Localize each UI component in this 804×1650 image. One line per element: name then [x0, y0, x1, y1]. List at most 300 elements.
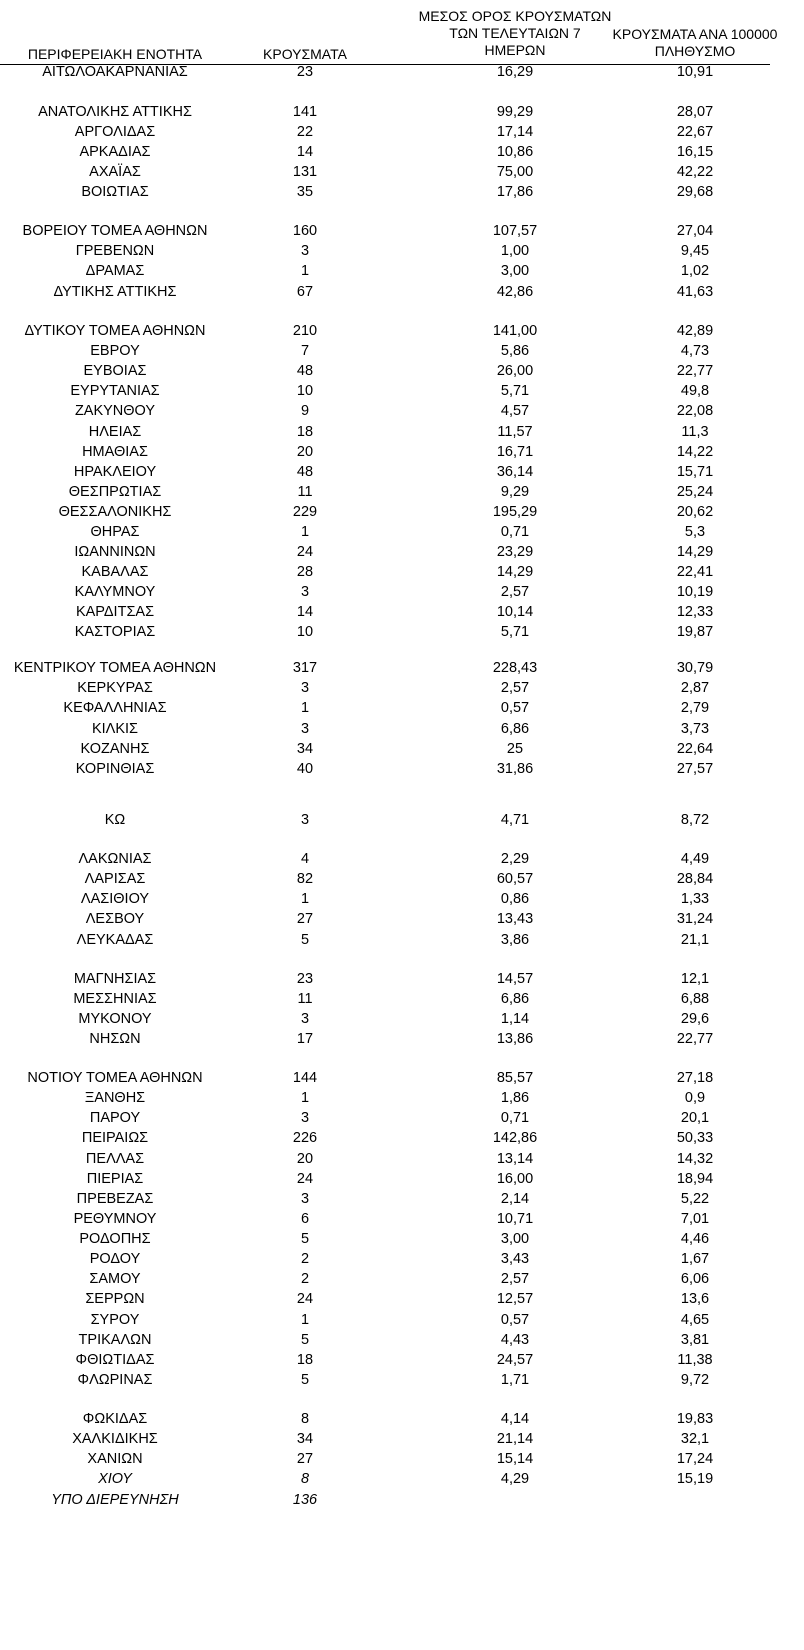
cases-cell: 3: [300, 680, 310, 696]
cases-cell: 3: [300, 1110, 310, 1126]
table-row: [0, 282, 804, 302]
table-row: [0, 869, 804, 889]
region-cell: ΑΡΓΟΛΙΔΑΣ: [74, 124, 156, 140]
region-cell: ΜΑΓΝΗΣΙΑΣ: [73, 971, 157, 987]
per100k-cell: 28,07: [676, 104, 714, 120]
region-cell: ΚΕΡΚΥΡΑΣ: [77, 680, 153, 696]
table-row: [0, 739, 804, 759]
region-cell: ΛΑΡΙΣΑΣ: [84, 871, 146, 887]
header-avg7-line1: ΜΕΣΟΣ ΟΡΟΣ ΚΡΟΥΣΜΑΤΩΝ: [418, 8, 612, 24]
avg7-cell: 16,29: [496, 64, 534, 80]
per100k-cell: 22,08: [676, 403, 714, 419]
cases-cell: 28: [296, 564, 314, 580]
table-row: [0, 1229, 804, 1249]
per100k-cell: 14,29: [676, 544, 714, 560]
cases-cell: 20: [296, 444, 314, 460]
avg7-cell: 0,57: [500, 1312, 530, 1328]
region-cell: ΑΡΚΑΔΙΑΣ: [79, 144, 151, 160]
region-cell: ΠΕΛΛΑΣ: [85, 1151, 145, 1167]
table-row: [0, 1409, 804, 1429]
region-cell: ΞΑΝΘΗΣ: [84, 1090, 146, 1106]
header-cases: ΚΡΟΥΣΜΑΤΑ: [263, 46, 347, 62]
region-cell: ΠΕΙΡΑΙΩΣ: [81, 1130, 149, 1146]
cases-cell: 24: [296, 1171, 314, 1187]
avg7-cell: 60,57: [496, 871, 534, 887]
cases-cell: 17: [296, 1031, 314, 1047]
table-row: [0, 582, 804, 602]
region-cell: ΤΡΙΚΑΛΩΝ: [78, 1332, 152, 1348]
avg7-cell: 42,86: [496, 284, 534, 300]
table-row: [0, 162, 804, 182]
cases-cell: 1: [300, 891, 310, 907]
region-cell: ΚΟΡΙΝΘΙΑΣ: [75, 761, 155, 777]
avg7-cell: 228,43: [492, 660, 538, 676]
cases-cell: 11: [297, 484, 313, 500]
per100k-cell: 27,04: [676, 223, 714, 239]
table-row: [0, 698, 804, 718]
per100k-cell: 17,24: [676, 1451, 714, 1467]
table-row: [0, 261, 804, 281]
avg7-cell: 17,14: [496, 124, 534, 140]
table-row: [0, 341, 804, 361]
cases-cell: 48: [296, 363, 314, 379]
avg7-cell: 14,57: [496, 971, 534, 987]
table-row: [0, 321, 804, 341]
cases-cell: 11: [297, 991, 313, 1007]
per100k-cell: 49,8: [680, 383, 710, 399]
region-cell: ΚΙΛΚΙΣ: [91, 721, 139, 737]
cases-cell: 8: [300, 1411, 310, 1427]
avg7-cell: 36,14: [496, 464, 534, 480]
avg7-cell: 21,14: [496, 1431, 534, 1447]
region-cell: ΙΩΑΝΝΙΝΩΝ: [74, 544, 156, 560]
region-cell: ΡΟΔΟΥ: [89, 1251, 141, 1267]
region-cell: ΚΕΝΤΡΙΚΟΥ ΤΟΜΕΑ ΑΘΗΝΩΝ: [13, 660, 217, 676]
cases-cell: 5: [300, 1372, 310, 1388]
table-row: [0, 502, 804, 522]
region-cell: ΧΑΛΚΙΔΙΚΗΣ: [72, 1431, 158, 1447]
cases-cell: 1: [300, 524, 310, 540]
region-cell: ΕΥΡΥΤΑΝΙΑΣ: [70, 383, 160, 399]
avg7-cell: 13,14: [496, 1151, 534, 1167]
table-row: [0, 889, 804, 909]
region-cell: ΚΟΖΑΝΗΣ: [80, 741, 150, 757]
cases-cell: 8: [300, 1471, 310, 1487]
table-row: [0, 562, 804, 582]
table-row: [0, 1289, 804, 1309]
per100k-cell: 22,77: [676, 1031, 714, 1047]
avg7-cell: 16,00: [496, 1171, 534, 1187]
region-cell: ΜΕΣΣΗΝΙΑΣ: [73, 991, 157, 1007]
per100k-cell: 4,46: [680, 1231, 710, 1247]
cases-cell: 1: [300, 1090, 310, 1106]
avg7-cell: 1,00: [500, 243, 530, 259]
region-cell: ΣΑΜΟΥ: [89, 1271, 141, 1287]
avg7-cell: 15,14: [496, 1451, 534, 1467]
table-row: [0, 989, 804, 1009]
avg7-cell: 107,57: [492, 223, 538, 239]
table-row: [0, 678, 804, 698]
per100k-cell: 9,72: [680, 1372, 710, 1388]
table-row: [0, 1088, 804, 1108]
avg7-cell: 142,86: [492, 1130, 538, 1146]
per100k-cell: 4,65: [680, 1312, 710, 1328]
region-cell: ΚΩ: [104, 812, 126, 828]
table-row: [0, 1449, 804, 1469]
per100k-cell: 13,6: [680, 1291, 710, 1307]
cases-cell: 20: [296, 1151, 314, 1167]
cases-cell: 23: [296, 64, 314, 80]
per100k-cell: 31,24: [676, 911, 714, 927]
table-row: [0, 1108, 804, 1128]
region-cell: ΑΧΑΪΑΣ: [89, 164, 141, 180]
header-avg7-line2: ΤΩΝ ΤΕΛΕΥΤΑΙΩΝ 7: [449, 25, 581, 41]
cases-cell: 160: [292, 223, 318, 239]
cases-cell: 317: [292, 660, 318, 676]
per100k-cell: 8,72: [680, 812, 710, 828]
table-row: [0, 381, 804, 401]
avg7-cell: 23,29: [496, 544, 534, 560]
avg7-cell: 5,71: [500, 624, 530, 640]
header-region: ΠΕΡΙΦΕΡΕΙΑΚΗ ΕΝΟΤΗΤΑ: [27, 46, 203, 62]
per100k-cell: 2,79: [680, 700, 710, 716]
table-row: [0, 1169, 804, 1189]
per100k-cell: 29,68: [676, 184, 714, 200]
region-cell: ΔΥΤΙΚΗΣ ΑΤΤΙΚΗΣ: [53, 284, 177, 300]
table-row: [0, 482, 804, 502]
per100k-cell: 12,1: [680, 971, 710, 987]
cases-cell: 14: [296, 604, 314, 620]
avg7-cell: 5,71: [500, 383, 530, 399]
avg7-cell: 0,71: [500, 1110, 530, 1126]
cases-cell: 4: [300, 851, 310, 867]
cases-cell: 1: [300, 700, 310, 716]
per100k-cell: 3,81: [680, 1332, 710, 1348]
per100k-cell: 11,38: [677, 1352, 713, 1368]
table-row: [0, 62, 804, 82]
cases-cell: 18: [296, 424, 314, 440]
per100k-cell: 11,3: [681, 424, 709, 440]
table-row: [0, 849, 804, 869]
avg7-cell: 1,86: [500, 1090, 530, 1106]
per100k-cell: 20,1: [680, 1110, 710, 1126]
table-row: [0, 719, 804, 739]
cases-cell: 144: [292, 1070, 318, 1086]
table-row: [0, 909, 804, 929]
cases-cell: 5: [300, 932, 310, 948]
region-cell: ΕΒΡΟΥ: [90, 343, 140, 359]
cases-cell: 3: [300, 812, 310, 828]
table-row: [0, 1269, 804, 1289]
cases-cell: 23: [296, 971, 314, 987]
avg7-cell: 4,29: [500, 1471, 530, 1487]
per100k-cell: 10,91: [676, 64, 714, 80]
per100k-cell: 22,64: [676, 741, 714, 757]
avg7-cell: 13,43: [496, 911, 534, 927]
per100k-cell: 28,84: [676, 871, 714, 887]
avg7-cell: 14,29: [496, 564, 534, 580]
per100k-cell: 6,88: [680, 991, 710, 1007]
avg7-cell: 4,14: [500, 1411, 530, 1427]
region-cell: ΝΟΤΙΟΥ ΤΟΜΕΑ ΑΘΗΝΩΝ: [27, 1070, 203, 1086]
region-cell: ΦΘΙΩΤΙΔΑΣ: [75, 1352, 155, 1368]
table-row: [0, 1009, 804, 1029]
avg7-cell: 2,57: [500, 584, 530, 600]
per100k-cell: 22,77: [676, 363, 714, 379]
cases-cell: 3: [300, 584, 310, 600]
region-cell: ΓΡΕΒΕΝΩΝ: [75, 243, 155, 259]
header-per100k-line2: ΠΛΗΘΥΣΜΟ: [654, 43, 736, 59]
per100k-cell: 5,3: [684, 524, 706, 540]
table-row: [0, 241, 804, 261]
avg7-cell: 2,29: [500, 851, 530, 867]
table-row: [0, 122, 804, 142]
cases-cell: 3: [300, 243, 310, 259]
region-cell: ΚΕΦΑΛΛΗΝΙΑΣ: [63, 700, 167, 716]
avg7-cell: 3,43: [500, 1251, 530, 1267]
region-cell: ΡΕΘΥΜΝΟΥ: [73, 1211, 157, 1227]
cases-cell: 5: [300, 1332, 310, 1348]
table-row: [0, 1429, 804, 1449]
avg7-cell: 10,86: [496, 144, 534, 160]
region-cell: ΛΑΣΙΘΙΟΥ: [80, 891, 150, 907]
table-row: [0, 1310, 804, 1330]
per100k-cell: 12,33: [676, 604, 714, 620]
table-row: [0, 102, 804, 122]
avg7-cell: 99,29: [496, 104, 534, 120]
region-cell: ΝΗΣΩΝ: [89, 1031, 141, 1047]
per100k-cell: 18,94: [676, 1171, 714, 1187]
table-row: [0, 658, 804, 678]
cases-cell: 3: [300, 1011, 310, 1027]
avg7-cell: 2,14: [500, 1191, 530, 1207]
table-row: [0, 182, 804, 202]
table-row: [0, 1370, 804, 1390]
table-row: [0, 1068, 804, 1088]
table-row: [0, 142, 804, 162]
avg7-cell: 195,29: [492, 504, 538, 520]
avg7-cell: 25: [506, 741, 524, 757]
region-cell: ΘΕΣΠΡΩΤΙΑΣ: [68, 484, 162, 500]
per100k-cell: 19,83: [676, 1411, 714, 1427]
cases-cell: 27: [296, 911, 314, 927]
cases-cell: 67: [296, 284, 314, 300]
avg7-cell: 3,00: [500, 1231, 530, 1247]
cases-cell: 82: [296, 871, 314, 887]
avg7-cell: 11,57: [497, 424, 533, 440]
table-row: [0, 1189, 804, 1209]
region-cell: ΛΕΣΒΟΥ: [85, 911, 145, 927]
header-per100k-line1: ΚΡΟΥΣΜΑΤΑ ΑΝΑ 100000: [612, 26, 778, 42]
region-cell: ΧΙΟΥ: [98, 1471, 132, 1487]
avg7-cell: 2,57: [500, 1271, 530, 1287]
cases-cell: 9: [300, 403, 310, 419]
per100k-cell: 14,22: [676, 444, 714, 460]
region-cell: ΠΙΕΡΙΑΣ: [86, 1171, 144, 1187]
region-cell: ΒΟΙΩΤΙΑΣ: [81, 184, 149, 200]
per100k-cell: 9,45: [680, 243, 710, 259]
per100k-cell: 25,24: [676, 484, 714, 500]
per100k-cell: 5,22: [680, 1191, 710, 1207]
cases-cell: 1: [300, 263, 310, 279]
avg7-cell: 16,71: [496, 444, 534, 460]
cases-cell: 6: [300, 1211, 310, 1227]
table-row: [0, 1490, 804, 1510]
cases-cell: 24: [296, 1291, 314, 1307]
region-cell: ΠΑΡΟΥ: [89, 1110, 141, 1126]
cases-cell: 2: [300, 1251, 310, 1267]
per100k-cell: 2,87: [680, 680, 710, 696]
avg7-cell: 31,86: [496, 761, 534, 777]
avg7-cell: 6,86: [500, 721, 530, 737]
region-cell: ΑΝΑΤΟΛΙΚΗΣ ΑΤΤΙΚΗΣ: [38, 104, 192, 120]
table-row: [0, 1249, 804, 1269]
region-cell: ΜΥΚΟΝΟΥ: [78, 1011, 152, 1027]
avg7-cell: 10,14: [496, 604, 534, 620]
cases-cell: 40: [296, 761, 314, 777]
table-row: [0, 930, 804, 950]
cases-cell: 10: [296, 624, 314, 640]
table-row: [0, 969, 804, 989]
per100k-cell: 27,57: [676, 761, 714, 777]
table-row: [0, 522, 804, 542]
cases-cell: 5: [300, 1231, 310, 1247]
region-cell: ΘΗΡΑΣ: [90, 524, 140, 540]
avg7-cell: 0,57: [500, 700, 530, 716]
table-row: [0, 422, 804, 442]
table-row: [0, 1350, 804, 1370]
cases-cell: 35: [296, 184, 314, 200]
cases-cell: 226: [292, 1130, 318, 1146]
table-row: [0, 361, 804, 381]
cases-cell: 48: [296, 464, 314, 480]
cases-cell: 27: [296, 1451, 314, 1467]
region-cell: ΣΕΡΡΩΝ: [85, 1291, 145, 1307]
avg7-cell: 12,57: [496, 1291, 534, 1307]
cases-cell: 1: [300, 1312, 310, 1328]
cases-cell: 34: [296, 1431, 314, 1447]
table-row: [0, 1128, 804, 1148]
per100k-cell: 19,87: [676, 624, 714, 640]
region-cell: ΦΩΚΙΔΑΣ: [82, 1411, 148, 1427]
cases-cell: 7: [300, 343, 310, 359]
per100k-cell: 0,9: [684, 1090, 706, 1106]
per100k-cell: 1,02: [680, 263, 710, 279]
per100k-cell: 7,01: [680, 1211, 710, 1227]
per100k-cell: 4,73: [680, 343, 710, 359]
avg7-cell: 26,00: [496, 363, 534, 379]
per100k-cell: 1,67: [680, 1251, 710, 1267]
region-cell: ΖΑΚΥΝΘΟΥ: [74, 403, 156, 419]
region-cell: ΠΡΕΒΕΖΑΣ: [76, 1191, 154, 1207]
per100k-cell: 16,15: [676, 144, 714, 160]
table-row: [0, 442, 804, 462]
cases-cell: 131: [292, 164, 318, 180]
region-cell: ΚΑΒΑΛΑΣ: [81, 564, 149, 580]
per100k-cell: 27,18: [676, 1070, 714, 1086]
table-row: [0, 462, 804, 482]
avg7-cell: 5,86: [500, 343, 530, 359]
cases-cell: 34: [296, 741, 314, 757]
table-row: [0, 542, 804, 562]
avg7-cell: 9,29: [500, 484, 530, 500]
region-cell: ΘΕΣΣΑΛΟΝΙΚΗΣ: [58, 504, 172, 520]
header-avg7-line3: ΗΜΕΡΩΝ: [484, 42, 546, 58]
table-row: [0, 602, 804, 622]
cases-cell: 10: [296, 383, 314, 399]
region-cell: ΚΑΡΔΙΤΣΑΣ: [75, 604, 155, 620]
region-cell: ΚΑΛΥΜΝΟΥ: [74, 584, 156, 600]
avg7-cell: 85,57: [496, 1070, 534, 1086]
per100k-cell: 3,73: [680, 721, 710, 737]
avg7-cell: 24,57: [496, 1352, 534, 1368]
cases-cell: 2: [300, 1271, 310, 1287]
per100k-cell: 15,71: [676, 464, 714, 480]
region-cell: ΛΕΥΚΑΔΑΣ: [76, 932, 154, 948]
table-row: [0, 1029, 804, 1049]
region-cell: ΛΑΚΩΝΙΑΣ: [78, 851, 152, 867]
cases-cell: 22: [296, 124, 314, 140]
per100k-cell: 4,49: [680, 851, 710, 867]
table-row: [0, 1149, 804, 1169]
avg7-cell: 13,86: [496, 1031, 534, 1047]
avg7-cell: 3,86: [500, 932, 530, 948]
region-cell: ΔΡΑΜΑΣ: [85, 263, 145, 279]
region-cell: ΗΛΕΙΑΣ: [88, 424, 142, 440]
table-row: [0, 810, 804, 830]
region-cell: ΦΛΩΡΙΝΑΣ: [77, 1372, 153, 1388]
avg7-cell: 4,43: [500, 1332, 530, 1348]
cases-cell: 229: [292, 504, 318, 520]
per100k-cell: 22,41: [676, 564, 714, 580]
region-cell: ΕΥΒΟΙΑΣ: [83, 363, 147, 379]
cases-cell: 3: [300, 721, 310, 737]
avg7-cell: 6,86: [500, 991, 530, 1007]
cases-cell: 3: [300, 1191, 310, 1207]
avg7-cell: 141,00: [492, 323, 538, 339]
per100k-cell: 10,19: [676, 584, 714, 600]
avg7-cell: 17,86: [496, 184, 534, 200]
avg7-cell: 75,00: [496, 164, 534, 180]
region-cell: ΑΙΤΩΛΟΑΚΑΡΝΑΝΙΑΣ: [42, 64, 188, 80]
region-cell: ΡΟΔΟΠΗΣ: [79, 1231, 151, 1247]
per100k-cell: 15,19: [676, 1471, 714, 1487]
per100k-cell: 29,6: [680, 1011, 710, 1027]
per100k-cell: 32,1: [680, 1431, 710, 1447]
avg7-cell: 2,57: [500, 680, 530, 696]
cases-cell: 24: [296, 544, 314, 560]
table-row: [0, 1209, 804, 1229]
region-cell: ΔΥΤΙΚΟΥ ΤΟΜΕΑ ΑΘΗΝΩΝ: [24, 323, 206, 339]
avg7-cell: 4,57: [500, 403, 530, 419]
table-header: [0, 0, 804, 66]
region-cell: ΣΥΡΟΥ: [90, 1312, 140, 1328]
cases-cell: 141: [292, 104, 318, 120]
cases-cell: 14: [296, 144, 314, 160]
region-cell: ΗΡΑΚΛΕΙΟΥ: [73, 464, 157, 480]
table-row: [0, 221, 804, 241]
cases-cell: 136: [292, 1492, 318, 1508]
region-cell: ΧΑΝΙΩΝ: [87, 1451, 143, 1467]
region-cell: ΒΟΡΕΙΟΥ ΤΟΜΕΑ ΑΘΗΝΩΝ: [22, 223, 208, 239]
avg7-cell: 10,71: [496, 1211, 534, 1227]
per100k-cell: 50,33: [676, 1130, 714, 1146]
avg7-cell: 1,14: [500, 1011, 530, 1027]
table-row: [0, 401, 804, 421]
per100k-cell: 41,63: [676, 284, 714, 300]
region-cell: ΚΑΣΤΟΡΙΑΣ: [74, 624, 156, 640]
per100k-cell: 14,32: [676, 1151, 714, 1167]
